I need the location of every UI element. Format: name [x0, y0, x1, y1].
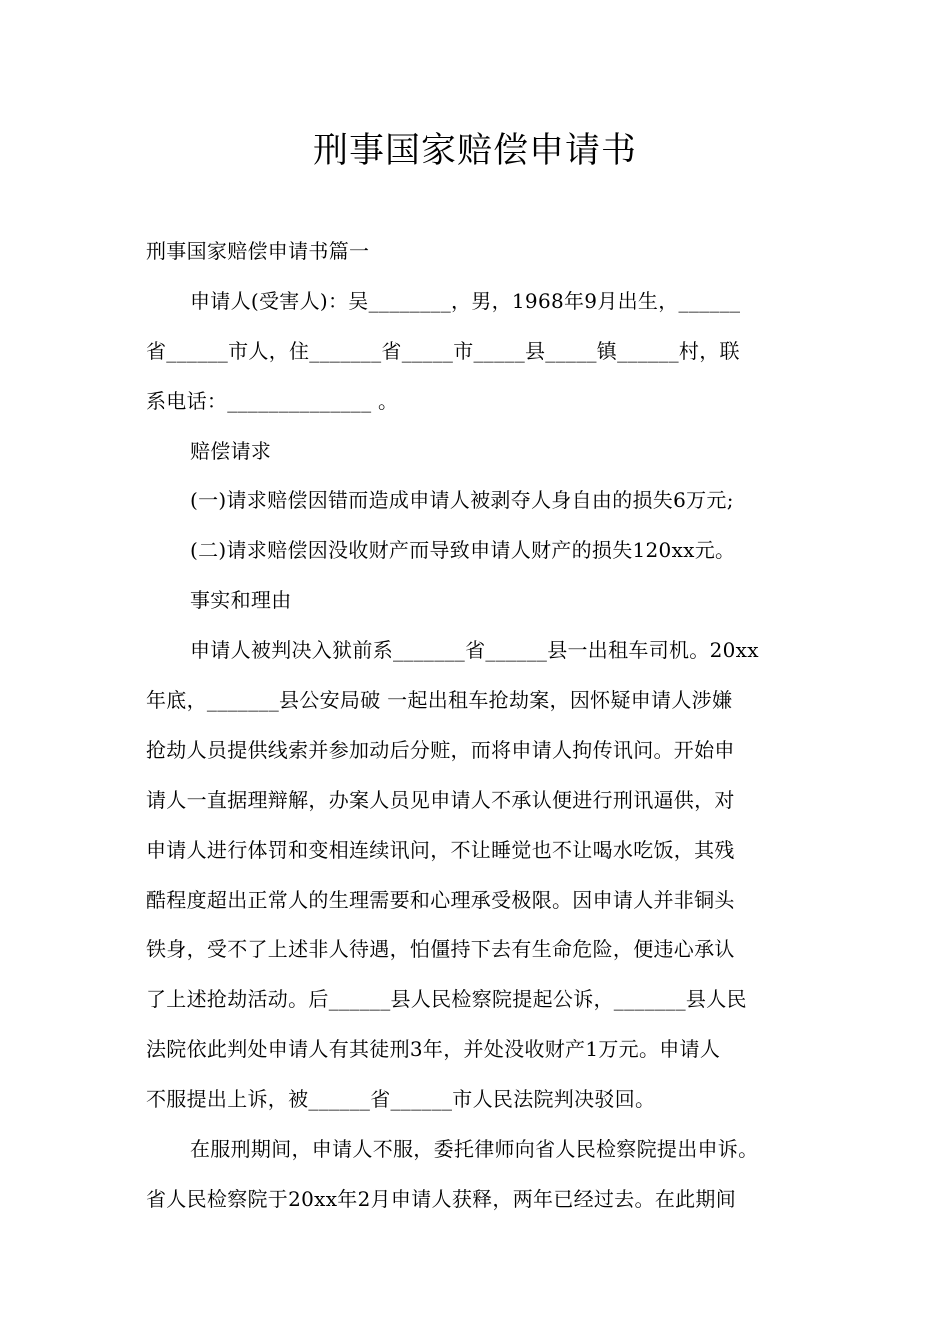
- facts-paragraph-line: 不服提出上诉，被______省______市人民法院判决驳回。: [146, 1087, 656, 1112]
- facts-paragraph-line: 法院依此判处申请人有其徒刑3年，并处没收财产1万元。申请人: [146, 1037, 721, 1062]
- facts-paragraph-line: 了上述抢劫活动。后______县人民检察院提起公诉，_______县人民: [146, 987, 747, 1012]
- document-body: [146, 227, 814, 1225]
- facts-paragraph-line: 申请人进行体罚和变相连续讯问，不让睡觉也不让喝水吃饭，其残: [146, 837, 735, 862]
- facts-paragraph-line: 抢劫人员提供线索并参加动后分赃，而将申请人拘传讯问。开始申: [146, 737, 735, 762]
- claim-item-1: (一)请求赔偿因错而造成申请人被剥夺人身自由的损失6万元;: [190, 488, 734, 513]
- facts-paragraph-line: 请人一直据理辩解，办案人员见申请人不承认便进行刑讯逼供，对: [146, 787, 735, 812]
- applicant-line-1: 申请人(受害人)：吴________，男，1968年9月出生，______: [190, 288, 741, 313]
- facts-heading: 事实和理由: [190, 588, 292, 613]
- claims-heading: 赔偿请求: [190, 438, 272, 463]
- facts-paragraph-line: 铁身，受不了上述非人待遇，怕僵持下去有生命危险，便违心承认: [146, 937, 735, 962]
- applicant-line-2: 省______市人，住_______省_____市_____县_____镇______村，联: [146, 338, 740, 363]
- facts-paragraph-line: 申请人被判决入狱前系_______省______县一出租车司机。20xx: [190, 638, 759, 663]
- applicant-line-3: 系电话：______________ 。: [146, 388, 399, 413]
- claim-item-2: (二)请求赔偿因没收财产而导致申请人财产的损失120xx元。: [190, 538, 736, 563]
- appeal-paragraph-line: 在服刑期间，申请人不服，委托律师向省人民检察院提出申诉。: [190, 1137, 759, 1162]
- facts-paragraph-line: 年底，_______县公安局破 一起出租车抢劫案，因怀疑申请人涉嫌: [146, 688, 733, 713]
- section-heading: 刑事国家赔偿申请书篇一: [146, 239, 370, 263]
- appeal-paragraph-line: 省人民检察院于20xx年2月申请人获释，两年已经过去。在此期间: [146, 1186, 737, 1211]
- facts-paragraph-line: 酷程度超出正常人的生理需要和心理承受极限。因申请人并非铜头: [146, 887, 735, 912]
- document-title: 刑事国家赔偿申请书: [312, 131, 637, 171]
